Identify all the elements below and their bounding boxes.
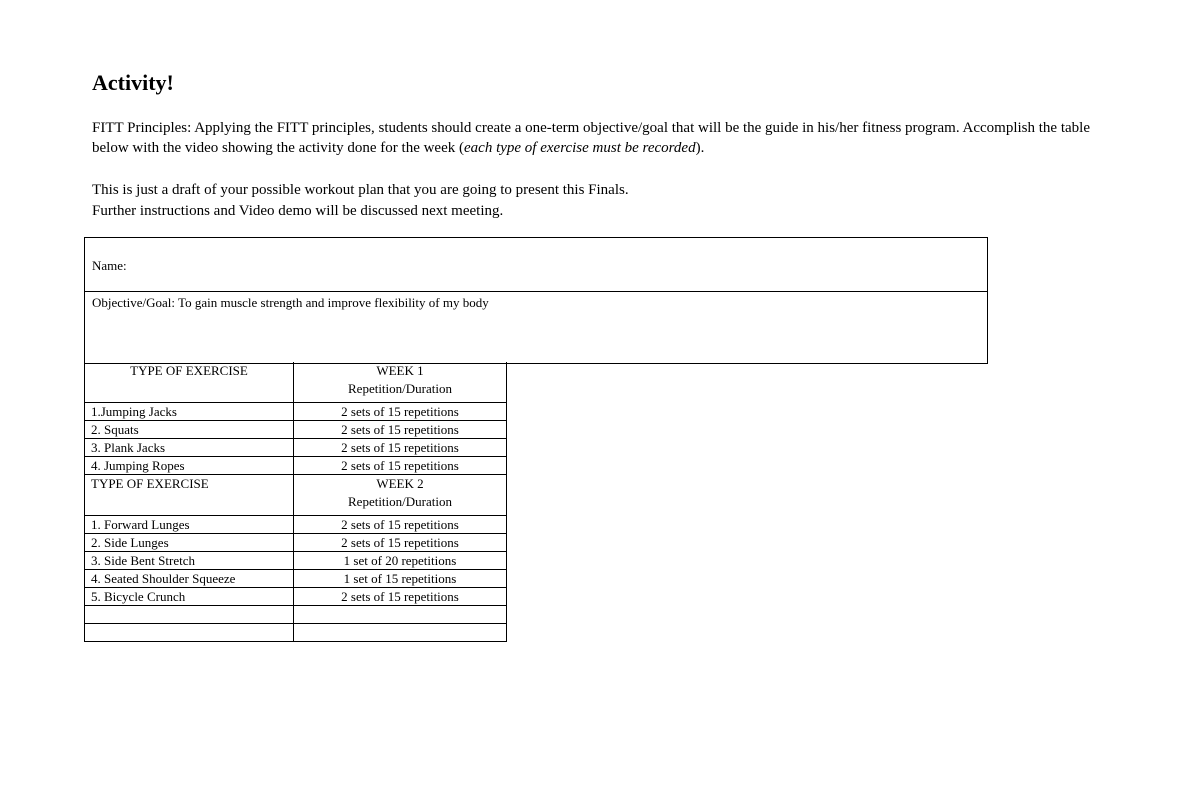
- week2-reps-label: Repetition/Duration: [348, 494, 452, 509]
- reps-cell[interactable]: 2 sets of 15 repetitions: [294, 439, 507, 457]
- exercise-cell[interactable]: 4. Seated Shoulder Squeeze: [85, 570, 294, 588]
- week1-header-row: [85, 362, 507, 403]
- exercise-cell[interactable]: 4. Jumping Ropes: [85, 457, 294, 475]
- exercise-cell[interactable]: 3. Plank Jacks: [85, 439, 294, 457]
- exercise-cell[interactable]: 3. Side Bent Stretch: [85, 552, 294, 570]
- exercise-cell[interactable]: 1. Forward Lunges: [85, 516, 294, 534]
- table-row: [85, 439, 507, 457]
- table-row: [85, 403, 507, 421]
- student-info-box: [84, 237, 988, 364]
- week1-reps-label: Repetition/Duration: [348, 381, 452, 396]
- exercise-cell[interactable]: 5. Bicycle Crunch: [85, 588, 294, 606]
- table-row: [85, 552, 507, 570]
- reps-cell[interactable]: 2 sets of 15 repetitions: [294, 457, 507, 475]
- instructions-paragraph: [92, 118, 1102, 158]
- table-row: [85, 588, 507, 606]
- workout-plan-table: [84, 362, 507, 642]
- further-instructions-note: Further instructions and Video demo will be discussed next meeting.: [92, 203, 504, 219]
- exercise-cell[interactable]: 1.Jumping Jacks: [85, 403, 294, 421]
- exercise-cell[interactable]: 2. Squats: [85, 421, 294, 439]
- empty-table-row: [85, 624, 507, 642]
- reps-cell[interactable]: 2 sets of 15 repetitions: [294, 403, 507, 421]
- table-row: [85, 516, 507, 534]
- instructions-text-end: ).: [695, 140, 705, 156]
- week2-type-header: TYPE OF EXERCISE: [85, 475, 294, 516]
- table-row: [85, 570, 507, 588]
- week2-reps-header: [294, 475, 507, 516]
- empty-reps-cell[interactable]: [294, 624, 507, 642]
- table-row: [85, 534, 507, 552]
- table-row: [85, 421, 507, 439]
- reps-cell[interactable]: 2 sets of 15 repetitions: [294, 421, 507, 439]
- week1-reps-header: [294, 362, 507, 403]
- reps-cell[interactable]: 1 set of 20 repetitions: [294, 552, 507, 570]
- week2-header-row: [85, 475, 507, 516]
- table-row: [85, 457, 507, 475]
- week2-label: WEEK 2: [376, 476, 424, 491]
- name-field[interactable]: [85, 238, 987, 292]
- empty-exercise-cell[interactable]: [85, 624, 294, 642]
- draft-note: This is just a draft of your possible workout plan that you are going to present this Finals.: [92, 182, 629, 198]
- reps-cell[interactable]: 2 sets of 15 repetitions: [294, 516, 507, 534]
- empty-table-row: [85, 606, 507, 624]
- instructions-italic-note: each type of exercise must be recorded: [464, 140, 696, 156]
- exercise-cell[interactable]: 2. Side Lunges: [85, 534, 294, 552]
- reps-cell[interactable]: 2 sets of 15 repetitions: [294, 588, 507, 606]
- name-label: Name:: [92, 258, 127, 273]
- instructions-text: FITT Principles: Applying the FITT principles, students should create a one-term objective/goal that will be the guide in his/her fitness program. Accomplish the table below with the video showing the activity done for the week (: [92, 120, 1090, 156]
- reps-cell[interactable]: 2 sets of 15 repetitions: [294, 534, 507, 552]
- week1-type-header: TYPE OF EXERCISE: [85, 362, 294, 403]
- reps-cell[interactable]: 1 set of 15 repetitions: [294, 570, 507, 588]
- objective-goal-text: Objective/Goal: To gain muscle strength and improve flexibility of my body: [92, 295, 489, 310]
- empty-exercise-cell[interactable]: [85, 606, 294, 624]
- page-title: Activity!: [92, 70, 174, 95]
- empty-reps-cell[interactable]: [294, 606, 507, 624]
- week1-label: WEEK 1: [376, 363, 424, 378]
